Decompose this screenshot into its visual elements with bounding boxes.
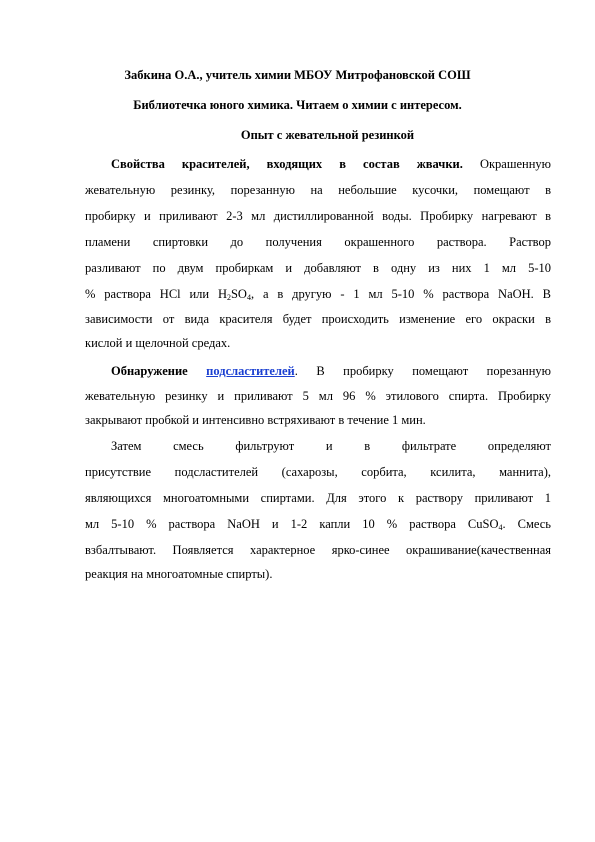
p3-line-4: мл 5-10 % раствора NaOH и 1-2 капли 10 % раствора CuSO$_4$. Смесь bbox=[85, 517, 551, 532]
p1-line-2: жевательную резинку, порезанную на небольшие кусочки, помещают в bbox=[85, 183, 551, 197]
p3-line-3: являющихся многоатомными спиртами. Для этого к раствору приливают 1 bbox=[85, 491, 551, 505]
p1-line-1: Свойства красителей, входящих в состав жвачки. Окрашенную bbox=[111, 157, 551, 171]
series-title: Библиотечка юного химика. Читаем о химии с интересом. bbox=[133, 98, 462, 112]
p1-line-6: % раствора HCl или $H_2SO_4$, а в другую - 1 мл 5-10 % раствора NaOH. В bbox=[85, 287, 551, 302]
sweeteners-link[interactable]: подсластителей bbox=[206, 364, 295, 378]
p1-line-7: зависимости от вида красителя будет происходить изменение его окраски в bbox=[85, 312, 551, 326]
p1-line-4: пламени спиртовки до получения окрашенного раствора. Раствор bbox=[85, 235, 551, 249]
p2-lead: Обнаружение bbox=[111, 364, 188, 378]
p3-line-1: Затем смесь фильтруют и в фильтрате определяют bbox=[111, 439, 551, 453]
p3-line-6: реакция на многоатомные спирты). bbox=[85, 567, 273, 581]
p2-line-3: закрывают пробкой и интенсивно встряхивают в течение 1 мин. bbox=[85, 413, 426, 427]
experiment-title: Опыт с жевательной резинкой bbox=[240, 128, 415, 142]
p1-line-5: разливают по двум пробиркам и добавляют в одну из них 1 мл 5-10 bbox=[85, 261, 551, 275]
p3-line-2: присутствие подсластителей (сахарозы, сорбита, ксилита, маннита), bbox=[85, 465, 551, 479]
p1-lead: Свойства красителей, входящих в состав жвачки. bbox=[111, 157, 463, 171]
p1-line-8: кислой и щелочной средах. bbox=[85, 336, 231, 350]
p1-line-3: пробирку и приливают 2-3 мл дистиллированной воды. Пробирку нагревают в bbox=[85, 209, 551, 223]
author-line: Забкина О.А., учитель химии МБОУ Митрофановской СОШ bbox=[124, 68, 471, 82]
p3-line-5: взбалтывают. Появляется характерное ярко-синее окрашивание(качественная bbox=[85, 543, 551, 557]
p2-line-1: Обнаружение подсластителей. В пробирку помещают порезанную bbox=[111, 364, 551, 378]
p2-line-2: жевательную резинку и приливают 5 мл 96 % этилового спирта. Пробирку bbox=[85, 389, 551, 403]
